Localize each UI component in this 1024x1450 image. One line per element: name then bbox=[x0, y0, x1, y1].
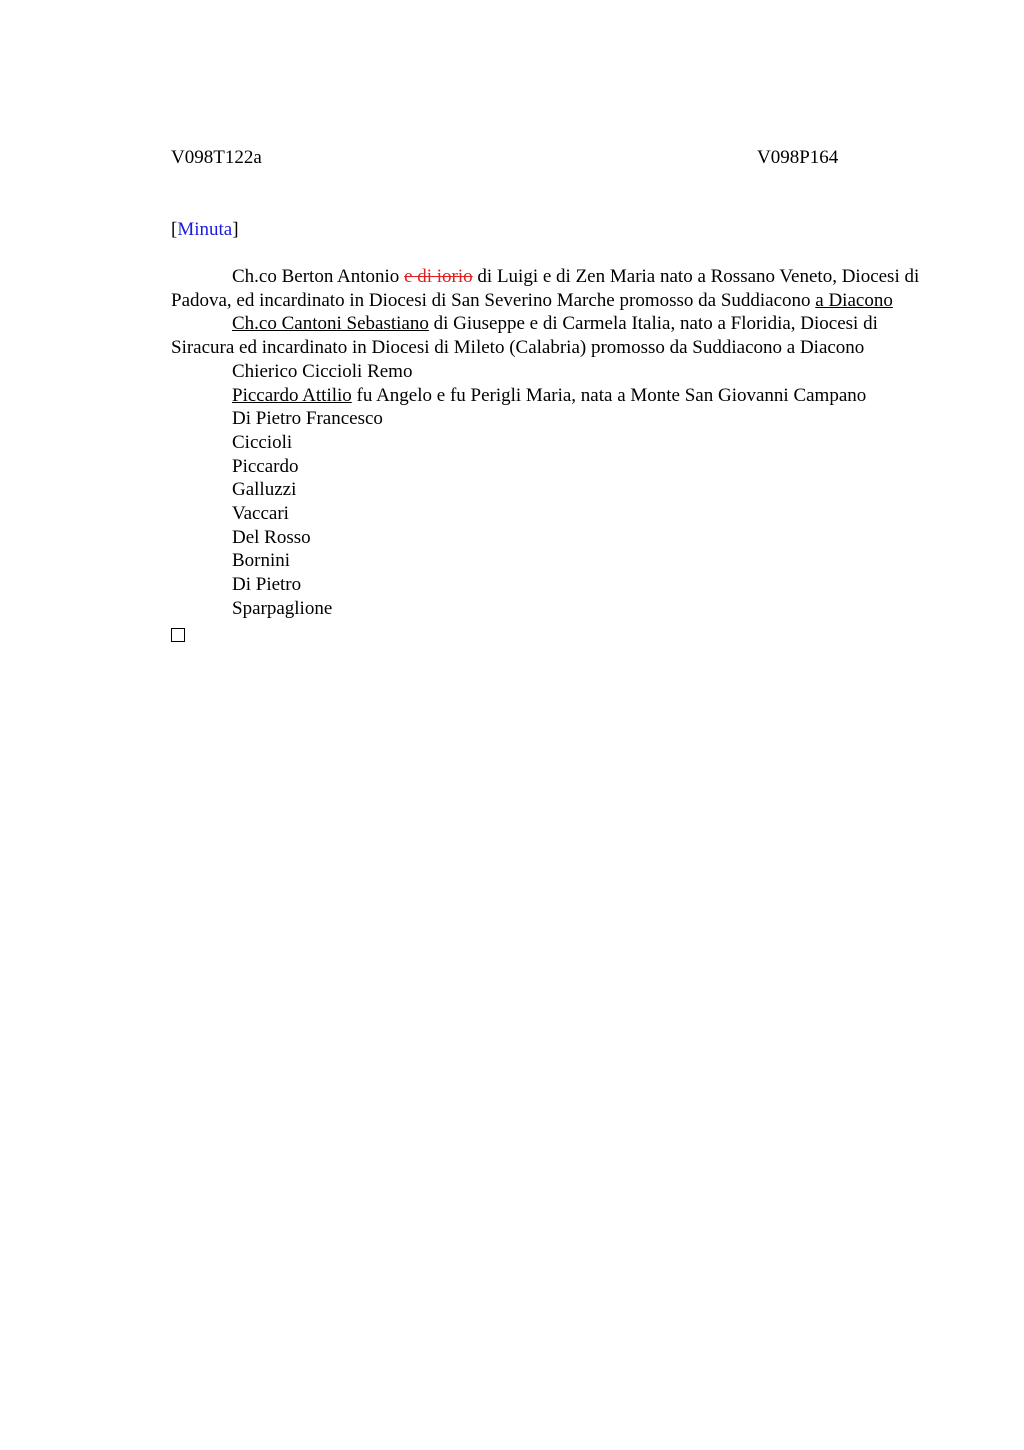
minuta-heading bbox=[171, 218, 239, 242]
entry-piccardo-text: fu Angelo e fu Perigli Maria, nata a Monte San Giovanni Campano bbox=[356, 384, 867, 406]
document-body bbox=[171, 265, 941, 648]
list-item: Bornini bbox=[232, 550, 291, 572]
entry-berton bbox=[171, 265, 941, 312]
entry-berton-strikethrough: e di iorio bbox=[404, 266, 473, 287]
entry-berton-name: Ch.co Berton Antonio bbox=[232, 266, 400, 287]
entry-cantoni-text: di Giuseppe e di Carmela Italia, nato a Floridia, Diocesi di Siracura ed incardinato in Diocesi di Mileto (Calabria) promosso da Suddiacono a Diacono bbox=[171, 313, 878, 359]
minuta-close-bracket: ] bbox=[232, 219, 239, 240]
document-code-right: V098P164 bbox=[757, 147, 839, 168]
entry-cantoni bbox=[171, 312, 941, 359]
document-code-left: V098T122a bbox=[171, 147, 262, 168]
entry-berton-text: di Luigi e di Zen Maria nato a Rossano Veneto, Diocesi di Padova, ed incardinato in Diocesi di San Severino Marche promosso da Suddiacono bbox=[171, 266, 920, 311]
list-item: Del Rosso bbox=[232, 526, 311, 548]
list-item: Galluzzi bbox=[232, 479, 297, 501]
minuta-open-bracket: [ bbox=[171, 219, 178, 240]
entry-berton-underlined: a Diacono bbox=[815, 289, 893, 311]
entry-piccardo bbox=[171, 384, 941, 408]
square-icon bbox=[171, 628, 185, 642]
list-item: Ciccioli bbox=[232, 431, 293, 453]
list-item: Di Pietro Francesco bbox=[232, 408, 383, 430]
list-item: Sparpaglione bbox=[232, 597, 333, 619]
entry-cantoni-name: Ch.co Cantoni Sebastiano bbox=[232, 313, 429, 335]
list-item: Vaccari bbox=[232, 503, 289, 525]
list-item: Piccardo bbox=[232, 455, 299, 477]
entry-ciccioli: Chierico Ciccioli Remo bbox=[232, 360, 413, 382]
list-item: Di Pietro bbox=[232, 574, 302, 596]
minuta-label: Minuta bbox=[177, 219, 233, 240]
entry-piccardo-name: Piccardo Attilio bbox=[232, 384, 352, 406]
empty-box-marker bbox=[171, 621, 941, 649]
